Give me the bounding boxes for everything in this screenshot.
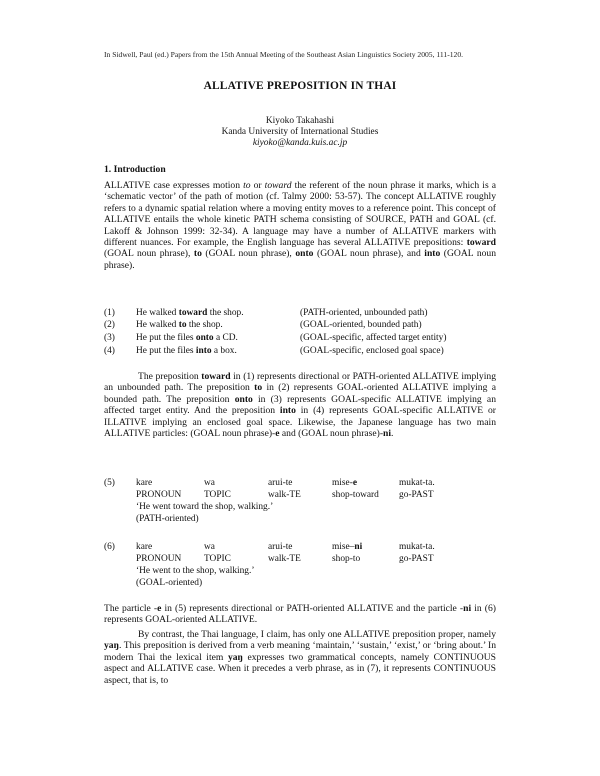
author-affiliation: Kanda University of International Studies — [221, 127, 379, 137]
gloss-word: wa — [204, 478, 215, 488]
example-sentence: He put the files onto a CD. — [136, 333, 238, 343]
gloss-word: kare — [136, 478, 153, 488]
section-heading: 1. Introduction — [104, 164, 166, 175]
gloss-label: go-PAST — [399, 554, 434, 564]
gloss-type: (PATH-oriented) — [136, 514, 199, 524]
gloss-number: (6) — [104, 542, 115, 552]
gloss-label: go-PAST — [399, 490, 434, 500]
intro-paragraph-1: ALLATIVE case expresses motion to or toward the referent of the noun phrase it marks, which is a ‘schematic vector’ of the path of motion (cf. Talmy 2000: 53-57). The concept ALLATIVE roughly refers to a dynamic spatial relation where a moving entity moves to a reference point. This concept of ALLATIVE entails the whole kinetic PATH schema consisting of SOURCE, PATH and GOAL (cf. Lakoff & Johnson 1999: 32-34). A language may have a number of ALLATIVE markers with different nuances. For example, the English language has several ALLATIVE prepositions: toward (GOAL noun phrase), to (GOAL noun phrase), onto (GOAL noun phrase), and into (GOAL noun phrase). — [104, 180, 497, 271]
intro-paragraph-3: The particle -e in (5) represents directional or PATH-oriented ALLATIVE and the particle -ni in (6) represents GOAL-oriented ALLATIVE. — [104, 603, 496, 626]
intro-paragraph-2: The preposition toward in (1) represents directional or PATH-oriented ALLATIVE implying an unbounded path. The preposition to in (2) represents GOAL-oriented ALLATIVE implying a bounded path. The preposition onto in (3) represents GOAL-specific ALLATIVE implying an affected target entity. And the preposition into in (4) represents GOAL-specific ALLATIVE or ILLATIVE implying an enclosed goal space. Likewise, the Japanese language has two main ALLATIVE particles: (GOAL noun phrase)-e and (GOAL noun phrase)-ni. — [104, 371, 496, 440]
gloss-label: TOPIC — [204, 554, 231, 564]
example-number: (2) — [104, 320, 115, 330]
example-note: (GOAL-oriented, bounded path) — [300, 320, 422, 330]
gloss-type: (GOAL-oriented) — [136, 578, 203, 588]
example-note: (GOAL-specific, enclosed goal space) — [300, 346, 444, 356]
gloss-word: mise-e — [332, 478, 358, 488]
email-link[interactable]: kiyoko@kanda.kuis.ac.jp — [252, 138, 348, 148]
gloss-label: TOPIC — [204, 490, 231, 500]
citation-header: In Sidwell, Paul (ed.) Papers from the 15th Annual Meeting of the Southeast Asian Linguistics Society 2005, 111-120. — [104, 50, 464, 59]
gloss-word: arui-te — [268, 478, 293, 488]
example-number: (4) — [104, 346, 115, 356]
gloss-word: kare — [136, 542, 153, 552]
example-note: (PATH-oriented, unbounded path) — [300, 308, 428, 318]
example-sentence: He put the files into a box. — [136, 346, 237, 356]
gloss-word: arui-te — [268, 542, 293, 552]
example-number: (3) — [104, 333, 115, 343]
example-note: (GOAL-specific, affected target entity) — [300, 333, 447, 343]
gloss-label: shop-to — [332, 554, 361, 564]
gloss-translation: ‘He went to the shop, walking.’ — [136, 566, 255, 576]
gloss-label: walk-TE — [268, 554, 301, 564]
gloss-word: mukat-ta. — [399, 478, 435, 488]
gloss-word: mise–ni — [332, 542, 363, 552]
gloss-translation: ‘He went toward the shop, walking.’ — [136, 502, 274, 512]
gloss-label: PRONOUN — [136, 490, 182, 500]
gloss-label: PRONOUN — [136, 554, 182, 564]
gloss-number: (5) — [104, 478, 115, 488]
gloss-label: walk-TE — [268, 490, 301, 500]
example-sentence: He walked to the shop. — [136, 320, 223, 330]
gloss-word: mukat-ta. — [399, 542, 435, 552]
paper-title: ALLATIVE PREPOSITION IN THAI — [203, 80, 397, 92]
gloss-word: wa — [204, 542, 215, 552]
author-name: Kiyoko Takahashi — [265, 116, 335, 126]
author-email[interactable] — [0, 138, 600, 149]
example-number: (1) — [104, 308, 115, 318]
gloss-label: shop-toward — [332, 490, 379, 500]
intro-paragraph-4: By contrast, the Thai language, I claim, has only one ALLATIVE preposition proper, namely yaŋ. This preposition is derived from a verb meaning ‘maintain,’ ‘sustain,’ ‘exist,’ or ‘bring about.’ In modern Thai the lexical item yaŋ expresses two grammatical concepts, namely CONTINUOUS aspect and ALLATIVE case. When it precedes a verb phrase, as in (7), it represents CONTINUOUS aspect, that is, to — [104, 629, 496, 686]
example-sentence: He walked toward the shop. — [136, 308, 244, 318]
